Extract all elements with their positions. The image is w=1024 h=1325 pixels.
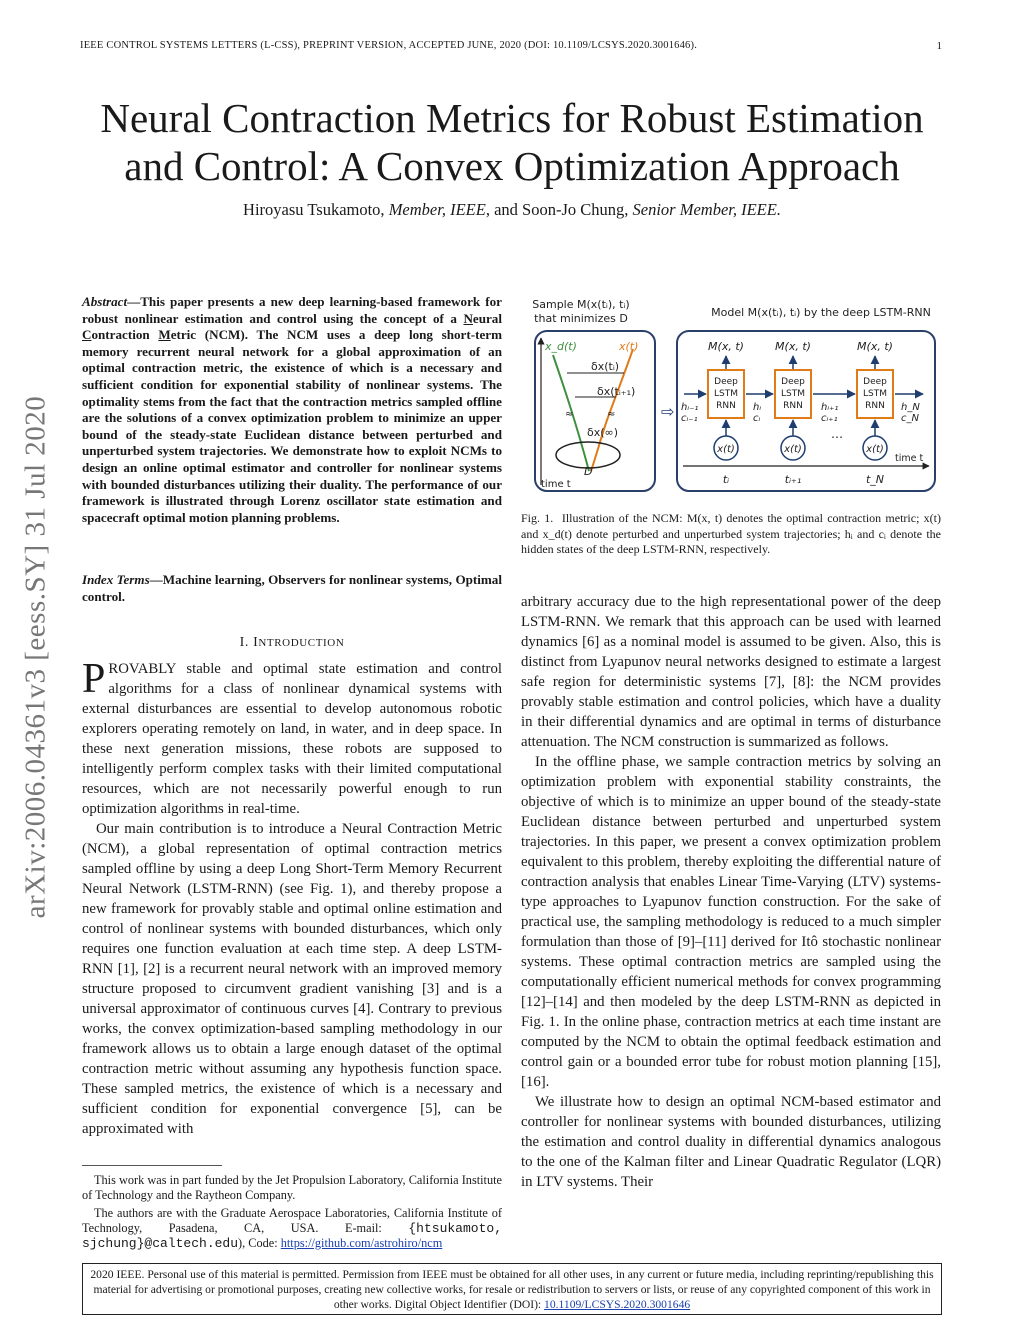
h-prev-label: hᵢ₋₁ bbox=[681, 402, 699, 413]
paper-title bbox=[60, 94, 964, 190]
drop-cap: P bbox=[82, 656, 106, 702]
abstract-w2: ontraction bbox=[91, 327, 159, 343]
input-label: x(t) bbox=[866, 444, 884, 455]
author-emails[interactable]: {htsukamoto, sjchung}@caltech.edu bbox=[82, 1221, 502, 1251]
break-mark-right: ≈ bbox=[607, 409, 616, 420]
right-column-body bbox=[521, 592, 941, 1192]
lstm-label: Deep bbox=[863, 377, 887, 387]
delta-ti-label: δx(tᵢ) bbox=[591, 360, 620, 373]
caption-text: Illustration of the NCM: M(x, t) denotes the optimal contraction metric; x(t) and x_d(t) denote perturbed and unperturbed system trajectories; hᵢ and cᵢ denote the hidden states of the deep LSTM-RNN, respectively. bbox=[521, 511, 942, 557]
lstm-time-label: time t bbox=[895, 453, 924, 464]
page-number: 1 bbox=[936, 40, 942, 52]
author-1: Hiroyasu Tsukamoto, bbox=[243, 200, 385, 219]
t-i-label: tᵢ bbox=[722, 473, 730, 486]
time-axis-label: time t bbox=[541, 479, 571, 490]
lstm-cell-2 bbox=[775, 356, 811, 460]
footnotes bbox=[82, 1173, 502, 1254]
input-label: x(t) bbox=[717, 444, 735, 455]
affiliation-text: The authors are with the Graduate Aerospace Laboratories, California Institute of Technology, Pasadena, CA, USA. E-mail: bbox=[82, 1206, 502, 1235]
metric-output-3: M(x, t) bbox=[857, 340, 893, 353]
sample-label-1: Sample M(x(tᵢ), tᵢ) bbox=[532, 298, 630, 311]
index-terms bbox=[82, 572, 502, 605]
footnote-funding: This work was in part funded by the Jet Propulsion Laboratory, California Institute of Technology and the Raytheon Company. bbox=[82, 1173, 502, 1202]
abstract-m: M bbox=[158, 327, 171, 343]
paragraph: Our main contribution is to introduce a Neural Contraction Metric (NCM), a global representation of optimal contraction metrics sampled offline by using a deep Long Short-Term Memory Recurrent Neural Network (LSTM-RNN) (see Fig. 1), and thereby propose a new framework for provably stable and optimal online estimation and control of nonlinear systems with bounded disturbances, which only requires one function evaluation at each time step. A deep LSTM-RNN [1], [2] is a recurrent neural network with an improved memory structure proposed to circumvent gradient vanishing [3] and is a universal approximator of continuous curves [4]. Contrary to previous works, the convex optimization-based sampling methodology in our framework allows us to obtain a large enough dataset of the optimal contraction metric without assuming any hypothesis function space. These sampled metrics, the existence of which is a necessary and sufficient condition for exponential convergence [5], can be approximated with bbox=[82, 821, 502, 1137]
paragraph-text: ROVABLY stable and optimal state estimation and control algorithms for a class of nonlinear dynamical systems with external disturbances are essential to develop autonomous robotic explorers operating remotely on land, in water, and in deep space. In these next generation missions, these robots are supposed to intelligently perform complex tasks with their limited computational resources, which are not necessarily powerful enough to run optimization algorithms in real-time. bbox=[82, 661, 502, 817]
affiliation-text-b: ), Code: bbox=[238, 1236, 281, 1250]
abstract-dash: — bbox=[127, 294, 141, 309]
copyright-text: 2020 IEEE. Personal use of this material is permitted. Permission from IEEE must be obtained for all other uses, in any current or future media, including reprinting/republishing this material for advertising or promotional purposes, creating new collective works, for resale or redistribution to servers or lists, or reuse of any copyrighted component of this work in other works. Digital Object Identifier (DOI): bbox=[90, 1268, 934, 1311]
index-terms-label: Index Terms bbox=[82, 572, 150, 587]
panel-arrow: ⇨ bbox=[661, 402, 675, 421]
input-label: x(t) bbox=[784, 444, 802, 455]
lstm-label: LSTM bbox=[863, 389, 887, 399]
lstm-label: RNN bbox=[783, 401, 803, 411]
paragraph: arbitrary accuracy due to the high representational power of the deep LSTM-RNN. We remark that this approach can be used with learned dynamics [6] as a nominal model is assumed to be given. Also, this is distinct from Lyapunov neural networks designed to estimate a largest safe region for deterministic systems [7], [8]: the NCM provides provably stable estimation and control policies, which have a duality in their differential dynamics and are optimal in terms of disturbance attenuation. The NCM construction is summarized as follows. bbox=[521, 594, 941, 750]
abstract-w1: eural bbox=[472, 310, 502, 326]
h-n-label: h_N bbox=[901, 402, 920, 413]
ellipsis: ⋯ bbox=[831, 430, 843, 444]
abstract-n: N bbox=[463, 310, 473, 326]
copyright-notice bbox=[82, 1263, 942, 1315]
c-n-label: c_N bbox=[901, 413, 919, 424]
abstract-c: C bbox=[82, 327, 92, 343]
break-mark-left: ≈ bbox=[565, 409, 574, 420]
lstm-label: LSTM bbox=[781, 389, 805, 399]
xd-label: x_d(t) bbox=[545, 340, 577, 353]
lstm-label: RNN bbox=[865, 401, 885, 411]
section-numeral: I. I bbox=[239, 635, 259, 650]
c-i-label: cᵢ bbox=[753, 413, 761, 424]
author-1-role: Member, IEEE bbox=[388, 200, 486, 219]
c-next-label: cᵢ₊₁ bbox=[821, 413, 838, 424]
c-prev-label: cᵢ₋₁ bbox=[681, 413, 698, 424]
delta-ti1-label: δx(tᵢ₊₁) bbox=[597, 385, 636, 398]
abstract-text-a: This paper presents a new deep learning-based framework for robust nonlinear estimation and control using the concept of a bbox=[82, 294, 502, 326]
caption-label: Fig. 1. bbox=[521, 511, 554, 525]
section-title: NTRODUCTION bbox=[258, 637, 345, 649]
author-2-role: Senior Member, IEEE. bbox=[632, 200, 781, 219]
doi-link[interactable]: 10.1109/LCSYS.2020.3001646 bbox=[544, 1298, 691, 1311]
abstract-label: Abstract bbox=[82, 294, 128, 309]
author-joiner: , and Soon-Jo Chung, bbox=[485, 200, 629, 219]
t-n-label: t_N bbox=[865, 473, 885, 486]
footnote-affiliation bbox=[82, 1206, 502, 1251]
figure-1-diagram bbox=[521, 293, 941, 495]
code-link[interactable]: https://github.com/astrohiro/ncm bbox=[280, 1236, 443, 1250]
sample-label-2: that minimizes D bbox=[534, 312, 628, 325]
t-i1-label: tᵢ₊₁ bbox=[784, 473, 802, 486]
h-next-label: hᵢ₊₁ bbox=[821, 402, 839, 413]
metric-output-2: M(x, t) bbox=[775, 340, 811, 353]
lstm-cell-3 bbox=[857, 356, 893, 460]
paragraph: We illustrate how to design an optimal NCM-based estimator and controller for nonlinear systems with bounded disturbances, utilizing the estimation and control duality in differential dynamics analogous to the one of the Kalman filter and Linear Quadratic Regulator (LQR) in LTV systems. Their bbox=[521, 1094, 941, 1190]
lstm-cell-1 bbox=[708, 356, 744, 460]
arxiv-id: arXiv:2006.04361v3 [eess.SY] 31 Jul 2020 bbox=[19, 395, 52, 919]
lstm-label: Deep bbox=[781, 377, 805, 387]
delta-inf-label: δx(∞) bbox=[587, 426, 618, 439]
model-label: Model M(x(tᵢ), tᵢ) by the deep LSTM-RNN bbox=[711, 306, 931, 319]
footnote-rule bbox=[82, 1165, 222, 1166]
figure-1 bbox=[521, 293, 941, 495]
metric-output-1: M(x, t) bbox=[708, 340, 744, 353]
title-line-2: and Control: A Convex Optimization Approach bbox=[124, 143, 900, 189]
abstract bbox=[82, 294, 502, 526]
index-terms-text: —Machine learning, Observers for nonlinear systems, Optimal control. bbox=[82, 572, 502, 604]
h-i-label: hᵢ bbox=[753, 402, 762, 413]
lstm-label: RNN bbox=[716, 401, 736, 411]
arxiv-side-stamp bbox=[14, 352, 58, 962]
left-column-body bbox=[82, 656, 502, 1139]
section-heading bbox=[82, 635, 502, 651]
lstm-label: LSTM bbox=[714, 389, 738, 399]
paragraph bbox=[82, 656, 502, 819]
paragraph: In the offline phase, we sample contraction metrics by solving an optimization problem with exponential stability constraints, the objective of which is to minimize an upper bound of the steady-state Euclidean distance between perturbed and unperturbed system trajectories. In this paper, we present a convex optimization problem equivalent to this problem, thereby exploiting the differential nature of contraction analysis that enables Linear Time-Varying (LTV) systems-type approaches to Lyapunov function construction. For the sake of practical use, the sampling methodology is reduced to a much simpler formulation than those of [9]–[11] derived for Itô stochastic nonlinear systems. These optimal contraction metrics are sampled using the computationally efficient numerical methods for convex programming [12]–[14] and then modeled by the deep LSTM-RNN as depicted in Fig. 1. In the online phase, contraction metrics at each time instant are computed by the NCM to obtain the optimal feedback estimation and control gain or a bounded error tube for robust motion planning [15], [16]. bbox=[521, 754, 941, 1090]
abstract-text-b: etric (NCM). The NCM uses a deep long short-term memory recurrent neural network for a global approximation of an optimal contraction metric, the existence of which is a necessary and sufficient condition for exponential stability of nonlinear systems. The optimality stems from the fact that the contraction metrics sampled offline are the solutions of a convex optimization problem to minimize an upper bound of the steady-state Euclidean distance between perturbed and unperturbed system trajectories. We demonstrate how to exploit NCMs to design an online optimal estimator and controller for nonlinear systems with bounded disturbances utilizing their duality. The performance of our framework is illustrated through Lorenz oscillator state estimation and spacecraft optimal motion planning problems. bbox=[82, 327, 502, 525]
author-line bbox=[60, 200, 964, 220]
d-label: D bbox=[584, 465, 593, 478]
running-header: IEEE CONTROL SYSTEMS LETTERS (L-CSS), PREPRINT VERSION, ACCEPTED JUNE, 2020 (DOI: 10.1109/LCSYS.2020.3001646). bbox=[80, 40, 698, 51]
lstm-label: Deep bbox=[714, 377, 738, 387]
title-line-1: Neural Contraction Metrics for Robust Estimation bbox=[100, 95, 924, 141]
x-label: x(t) bbox=[619, 340, 639, 353]
figure-caption bbox=[521, 511, 941, 558]
